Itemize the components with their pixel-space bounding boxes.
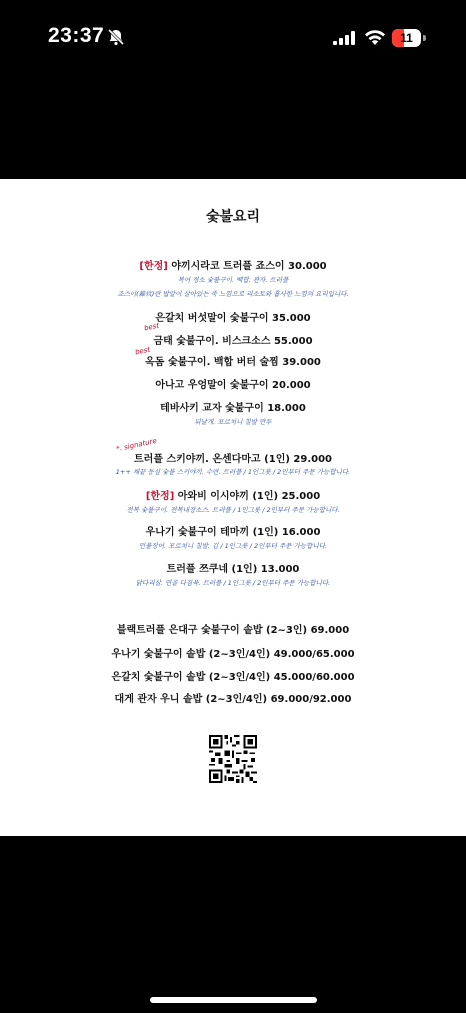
menu-item-desc: 전복 숯불구이. 전복내장소스. 트러플 / 1인그릇 / 2인부터 주문 가능합니다. bbox=[126, 506, 340, 514]
menu-item-desc: 죠스이(雑炊)란 밥알이 살아있는 죽 느낌으로 리소토와 흡사한 느낌의 요리입니다. bbox=[117, 290, 349, 298]
menu-item: 대게 관자 우니 솥밥 (2~3인/4인) 69.000/92.000 bbox=[114, 694, 352, 705]
battery-icon bbox=[392, 29, 421, 47]
mute-icon bbox=[107, 28, 125, 46]
menu-item-desc: 뒤날개. 포르치니 칠발 만두 bbox=[194, 418, 272, 426]
menu-item: 트러플 스키야끼. 온센다마고 (1인) 29.000 bbox=[134, 454, 332, 465]
qr-code-icon bbox=[209, 735, 257, 783]
menu-item-desc: 민물장어. 포르치니 칠발. 김 / 1인그릇 / 2인부터 주문 가능합니다. bbox=[138, 542, 328, 550]
menu-item bbox=[0, 257, 466, 272]
menu-item-desc: 복어 정소 숯불구이. 백합. 관자. 트러플 bbox=[177, 276, 289, 284]
menu-item: 은갈치 버섯말이 숯불구이 35.000 bbox=[155, 313, 311, 324]
signal-icon bbox=[333, 31, 355, 45]
signature-note: *. signature bbox=[115, 436, 158, 454]
battery-tip bbox=[423, 35, 426, 41]
wifi-icon bbox=[364, 28, 386, 46]
menu-item: 우나기 숯불구이 테마끼 (1인) 16.000 bbox=[145, 527, 321, 538]
menu-item-desc: 1++ 채끝 등심 숯불 스키야끼. 수란. 트러플 / 1인그릇 / 2인부터 주문 가능합니다. bbox=[115, 468, 351, 476]
menu-item-name: 야끼시라코 트러플 죠스이 30.000 bbox=[171, 261, 327, 272]
best-note: best bbox=[143, 321, 160, 333]
menu-item-desc: 닭다리살. 연골 다짐육. 트러플 / 1인그릇 / 2인부터 주문 가능합니다. bbox=[135, 579, 331, 587]
menu-item: 은갈치 숯불구이 솥밥 (2~3인/4인) 45.000/60.000 bbox=[111, 672, 355, 683]
status-time: 23:37 bbox=[48, 24, 105, 47]
menu-item-name: 아와비 이시야끼 (1인) 25.000 bbox=[177, 491, 321, 502]
battery-level: 11 bbox=[400, 31, 413, 45]
menu-item: 블랙트러플 은대구 숯불구이 솥밥 (2~3인) 69.000 bbox=[116, 625, 350, 636]
status-bar bbox=[0, 0, 466, 78]
limited-tag: [한정] bbox=[145, 491, 175, 502]
menu-image bbox=[0, 179, 466, 836]
menu-item: 아나고 우엉말이 숯불구이 20.000 bbox=[155, 380, 311, 391]
limited-tag: [한정] bbox=[139, 261, 168, 272]
menu-item bbox=[0, 487, 466, 502]
menu-item: 트러플 쯔쿠네 (1인) 13.000 bbox=[166, 564, 300, 575]
menu-item: 옥돔 숯불구이. 백합 버터 술찜 39.000 bbox=[145, 357, 321, 368]
menu-title: 숯불요리 bbox=[205, 209, 261, 225]
menu-item: 테바사키 교자 숯불구이 18.000 bbox=[160, 403, 306, 414]
menu-item: 금태 숯불구이. 비스크소스 55.000 bbox=[153, 336, 313, 347]
home-indicator[interactable] bbox=[150, 997, 317, 1003]
best-note: best bbox=[134, 345, 151, 357]
menu-item: 우나기 숯불구이 솥밥 (2~3인/4인) 49.000/65.000 bbox=[111, 649, 355, 660]
